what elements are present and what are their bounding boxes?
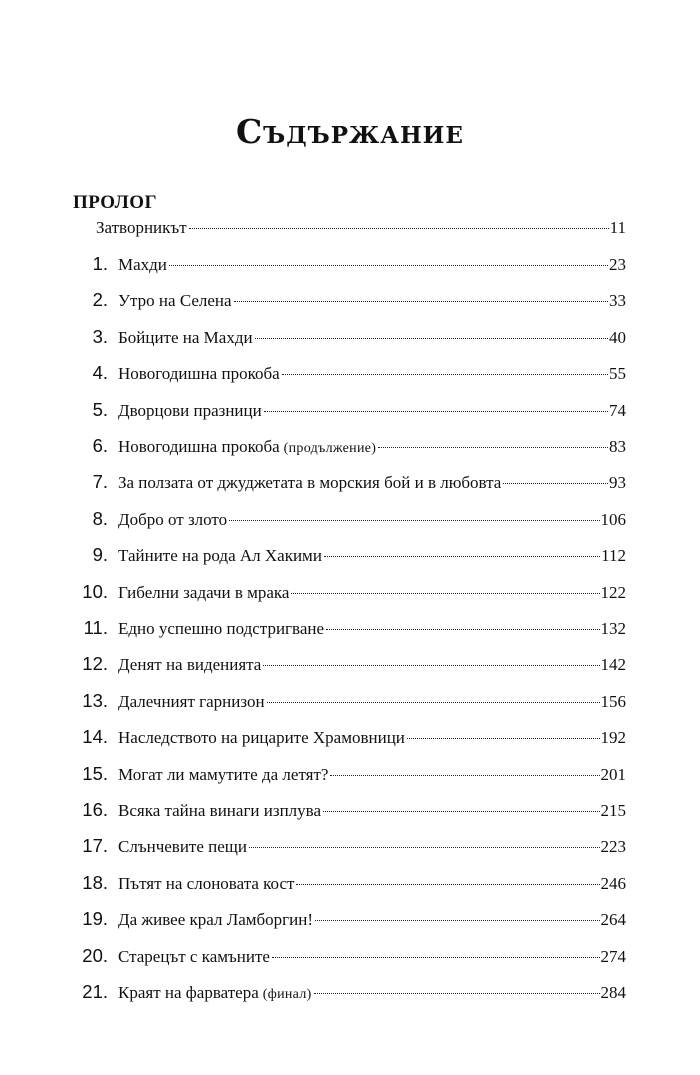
toc-entry-label: Пътят на слоновата кост bbox=[118, 874, 295, 893]
dot-leader bbox=[189, 228, 609, 229]
toc-entry-label: Новогодишна прокоба bbox=[118, 437, 280, 456]
toc-entry-label: Затворникът bbox=[96, 218, 187, 237]
chapter-number: 1. bbox=[92, 253, 108, 274]
toc-entry-page: 93 bbox=[609, 473, 626, 492]
toc-entry-label: Далечният гарнизон bbox=[118, 692, 265, 711]
toc-entry-label: Старецът с камъните bbox=[118, 947, 270, 966]
toc-entry-label: Новогодишна прокоба bbox=[118, 364, 280, 383]
chapter-number: 14. bbox=[82, 726, 108, 747]
chapter-number: 7. bbox=[92, 471, 108, 492]
dot-leader bbox=[503, 483, 608, 484]
chapter-number: 10. bbox=[82, 581, 108, 602]
toc-entry-page: 74 bbox=[609, 401, 626, 420]
toc-entry-page: 246 bbox=[600, 874, 626, 893]
toc-entry-chapter[interactable] bbox=[70, 834, 626, 858]
toc-entry-chapter[interactable] bbox=[70, 434, 626, 458]
dot-leader bbox=[267, 702, 600, 703]
toc-entry-page: 284 bbox=[600, 983, 626, 1002]
toc-entry-chapter[interactable] bbox=[70, 944, 626, 968]
toc-entry-chapter[interactable] bbox=[70, 871, 626, 895]
dot-leader bbox=[229, 520, 599, 521]
toc-entry-chapter[interactable] bbox=[70, 470, 626, 494]
toc-entry-label: Всяка тайна винаги изплува bbox=[118, 801, 322, 820]
chapter-number: 2. bbox=[92, 289, 108, 310]
toc-entry-chapter[interactable] bbox=[70, 725, 626, 749]
toc-entry-page: 192 bbox=[600, 728, 626, 747]
chapter-number: 19. bbox=[82, 908, 108, 929]
chapter-number: 12. bbox=[82, 653, 108, 674]
chapter-number: 17. bbox=[82, 835, 108, 856]
dot-leader bbox=[249, 847, 600, 848]
toc-entry-page: 223 bbox=[600, 837, 626, 856]
dot-leader bbox=[323, 811, 599, 812]
toc-entry-label: Наследството на рицарите Храмовници bbox=[118, 728, 405, 747]
toc-entry-label: Денят на виденията bbox=[118, 655, 262, 674]
toc-entry-label: Слънчевите пещи bbox=[118, 837, 247, 856]
dot-leader bbox=[169, 265, 608, 266]
dot-leader bbox=[296, 884, 599, 885]
dot-leader bbox=[407, 738, 600, 739]
toc-entry-page: 274 bbox=[600, 947, 626, 966]
chapter-number: 8. bbox=[92, 508, 108, 529]
dot-leader bbox=[315, 920, 599, 921]
toc-entry-page: 132 bbox=[600, 619, 626, 638]
toc-entry-chapter[interactable] bbox=[70, 398, 626, 422]
toc-entry-page: 106 bbox=[600, 510, 626, 529]
chapter-number: 11. bbox=[83, 617, 108, 638]
toc-entry-chapter[interactable] bbox=[70, 507, 626, 531]
toc-entry-page: 112 bbox=[601, 546, 626, 565]
dot-leader bbox=[314, 993, 600, 994]
toc-entry-chapter[interactable] bbox=[70, 652, 626, 676]
toc-entry-page: 142 bbox=[600, 655, 626, 674]
toc-entry-page: 83 bbox=[609, 437, 626, 456]
chapter-number: 13. bbox=[82, 690, 108, 711]
toc-entry-page: 33 bbox=[609, 291, 626, 310]
toc-entry-page: 201 bbox=[600, 765, 626, 784]
chapter-number: 9. bbox=[92, 544, 108, 565]
toc-entry-chapter[interactable] bbox=[70, 288, 626, 312]
toc-entry-label: За ползата от джуджетата в морския бой и в любовта bbox=[118, 473, 502, 492]
toc-entry-chapter[interactable] bbox=[70, 907, 626, 931]
toc-entry-label: Да живее крал Ламборгин! bbox=[118, 910, 314, 929]
toc-entry-page: 122 bbox=[600, 583, 626, 602]
chapter-number: 16. bbox=[82, 799, 108, 820]
dot-leader bbox=[255, 338, 608, 339]
toc-entry-chapter[interactable] bbox=[70, 798, 626, 822]
toc-entry-label: Тайните на рода Ал Хакими bbox=[118, 546, 322, 565]
toc-entry-label: Утро на Селена bbox=[118, 291, 232, 310]
toc-entry-suffix: (финал) bbox=[262, 987, 312, 1002]
toc-entry-chapter[interactable] bbox=[70, 616, 626, 640]
dot-leader bbox=[291, 593, 599, 594]
page-title: Съдържание bbox=[236, 112, 464, 151]
toc-entry-suffix: (продължение) bbox=[283, 441, 377, 456]
toc-entry-chapter[interactable] bbox=[70, 689, 626, 713]
dot-leader bbox=[234, 301, 608, 302]
dot-leader bbox=[326, 629, 599, 630]
toc-entry-label: Махди bbox=[118, 255, 167, 274]
toc-entry-chapter[interactable] bbox=[70, 252, 626, 276]
toc-entry-chapter[interactable] bbox=[70, 580, 626, 604]
toc-entry-page: 215 bbox=[600, 801, 626, 820]
chapter-number: 5. bbox=[92, 399, 108, 420]
chapter-number: 4. bbox=[92, 362, 108, 383]
toc-entry-label: Краят на фарватера bbox=[118, 983, 259, 1002]
toc-entry-chapter[interactable] bbox=[70, 980, 626, 1004]
toc-entry-page: 40 bbox=[609, 328, 626, 347]
dot-leader bbox=[272, 957, 600, 958]
toc-entry-label: Дворцови празници bbox=[118, 401, 262, 420]
toc-entry-prologue[interactable] bbox=[96, 216, 626, 240]
toc-entry-page: 264 bbox=[600, 910, 626, 929]
dot-leader bbox=[264, 411, 608, 412]
chapter-number: 21. bbox=[82, 981, 108, 1002]
dot-leader bbox=[324, 556, 600, 557]
toc-entry-label: Бойците на Махди bbox=[118, 328, 253, 347]
chapter-number: 18. bbox=[82, 872, 108, 893]
chapter-number: 15. bbox=[82, 763, 108, 784]
toc-entry-label: Гибелни задачи в мрака bbox=[118, 583, 290, 602]
toc-entry-chapter[interactable] bbox=[70, 543, 626, 567]
dot-leader bbox=[282, 374, 608, 375]
toc-entry-label: Могат ли мамутите да летят? bbox=[118, 765, 329, 784]
dot-leader bbox=[263, 665, 599, 666]
chapter-number: 6. bbox=[92, 435, 108, 456]
toc-entry-chapter[interactable] bbox=[70, 361, 626, 385]
chapter-number: 3. bbox=[92, 326, 108, 347]
toc-entry-chapter[interactable] bbox=[70, 325, 626, 349]
toc-entry-page: 156 bbox=[600, 692, 626, 711]
chapter-number: 20. bbox=[82, 945, 108, 966]
dot-leader bbox=[378, 447, 608, 448]
toc-entry-label: Едно успешно подстригване bbox=[118, 619, 325, 638]
prologue-heading: ПРОЛОГ bbox=[73, 192, 158, 213]
toc-entry-page: 11 bbox=[609, 218, 626, 237]
dot-leader bbox=[330, 775, 599, 776]
toc-entry-chapter[interactable] bbox=[70, 762, 626, 786]
toc-entry-page: 55 bbox=[609, 364, 626, 383]
toc-entry-page: 23 bbox=[609, 255, 626, 274]
toc-entry-label: Добро от злото bbox=[118, 510, 228, 529]
